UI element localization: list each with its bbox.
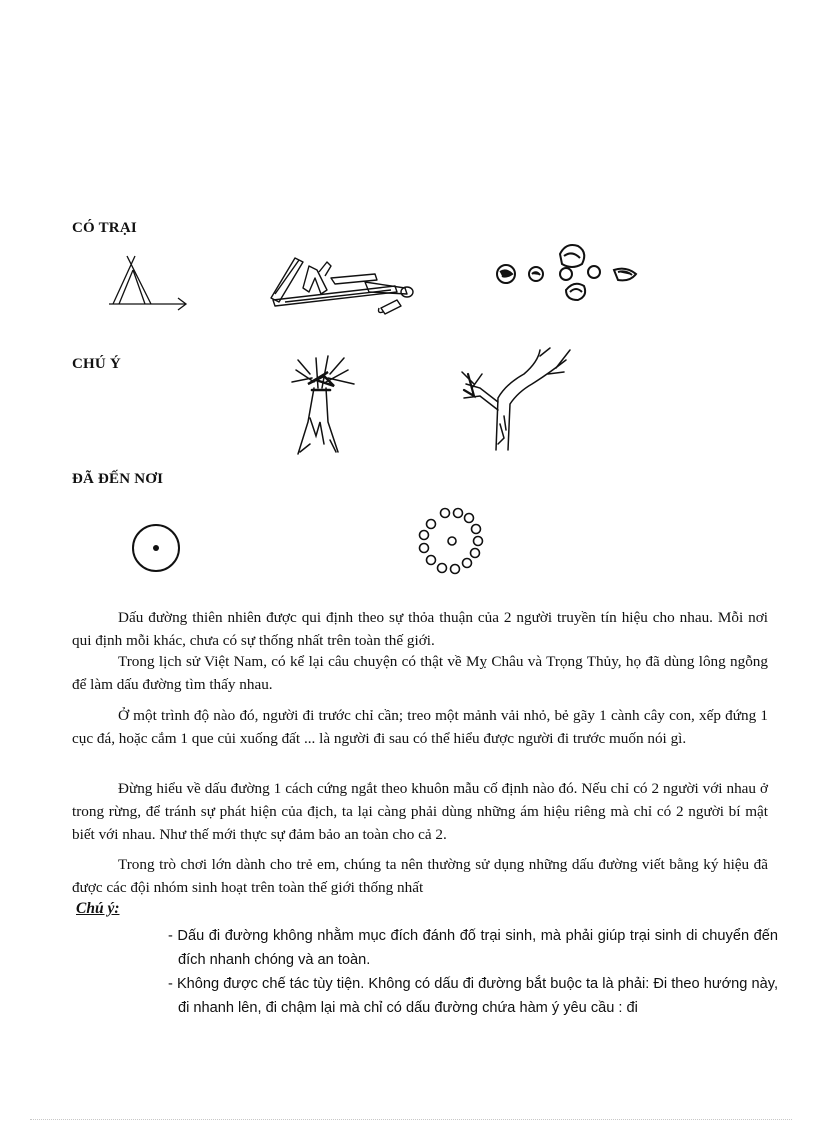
stone-ring-sign <box>412 504 492 580</box>
tied-grass-tree-sign <box>288 352 358 458</box>
paragraph-2: Trong lịch sử Việt Nam, có kể lại câu chuyện có thật về Mỵ Châu và Trọng Thủy, họ đã dùng lông ngỗng để làm dấu đường tìm thấy nhau. <box>72 653 768 693</box>
heading-arrived: ĐÃ ĐẾN NƠI <box>72 471 164 487</box>
heading-camp: CÓ TRẠI <box>72 220 137 236</box>
paragraph-3: Ở một trình độ nào đó, người đi trước chỉ cần; treo một mảnh vải nhỏ, bẻ gãy 1 cành cây con, xếp đứng 1 cục đá, hoặc cắm 1 que củi xuống đất ... là người đi sau có thể hiểu được người đi trước muốn nói gì. <box>72 707 768 747</box>
broken-branch-tree-sign <box>452 344 577 454</box>
page-bottom-divider <box>30 1119 792 1120</box>
heading-attention: CHÚ Ý <box>72 356 121 372</box>
paragraph-4: Đừng hiểu về dấu đường 1 cách cứng ngắt theo khuôn mẫu cố định nào đó. Nếu chỉ có 2 người với nhau ở trong rừng, để tránh sự phát hiện của địch, ta lại càng phải dùng những ám hiệu riêng mà chỉ có 2 người bí mật biết với nhau. Như thế mới thực sự đảm bảo an toàn cho cả 2. <box>72 780 768 843</box>
note-label: Chú ý: <box>76 900 120 917</box>
note-item-1: - Dấu đi đường không nhằm mục đích đánh đố trại sinh, mà phải giúp trại sinh di chuyển đến đích nhanh chóng và an toàn. <box>168 928 778 968</box>
tent-arrow-sign <box>105 252 195 314</box>
paragraph-1: Dấu đường thiên nhiên được qui định theo sự thỏa thuận của 2 người truyền tín hiệu cho nhau. Mỗi nơi qui định mỗi khác, chưa có sự thống nhất trên toàn thế giới. <box>72 609 768 649</box>
stones-sign <box>490 238 645 310</box>
dot-in-circle-sign <box>128 520 184 576</box>
sticks-arrow-sign <box>265 252 425 324</box>
note-item-2: - Không được chế tác tùy tiện. Không có dấu đi đường bắt buộc ta là phải: Đi theo hướng này, đi nhanh lên, đi chậm lại mà chỉ có dấu đường chứa hàm ý yêu cầu : đi <box>168 976 778 1016</box>
paragraph-5: Trong trò chơi lớn dành cho trẻ em, chúng ta nên thường sử dụng những dấu đường viết bằng ký hiệu đã được các đội nhóm sinh hoạt trên toàn thế giới thống nhất <box>72 856 768 896</box>
